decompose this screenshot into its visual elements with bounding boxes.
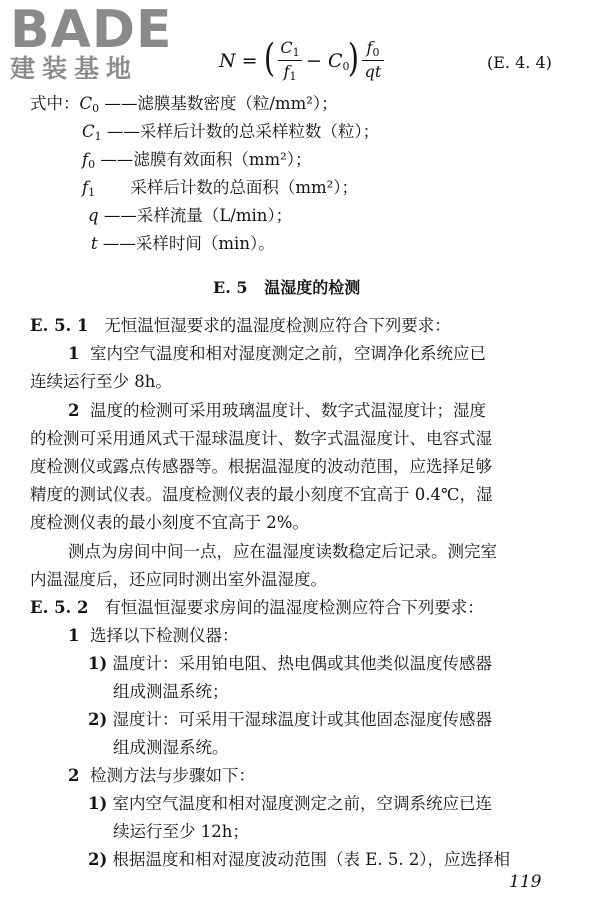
logo-subtitle: 建装基地: [10, 54, 139, 83]
fraction-c1-f1: $C_1$ $f_1$: [278, 38, 302, 63]
equation-number: (E. 4. 4): [487, 53, 552, 72]
clause-line: 2 温度的检测可采用玻璃温度计、数字式温湿度计；湿度: [68, 401, 486, 420]
watermark-logo: [4, 2, 179, 86]
clause-line: 1) 室内空气温度和相对湿度测定之前，空调系统应已连: [88, 794, 493, 813]
clause-line: 精度的测试仪表。温度检测仪表的最小刻度不宜高于 0.4℃，湿: [30, 485, 493, 504]
page-number: 119: [509, 872, 542, 892]
fraction-f0-qt: $f_0$ qt: [362, 38, 384, 63]
formula-paren-right: ): [347, 36, 359, 80]
formula-paren-left: (: [263, 36, 275, 80]
clause-line: 2 检测方法与步骤如下：: [68, 766, 255, 785]
clause-line: 组成测温系统；: [113, 682, 229, 701]
clause-line: 组成测湿系统。: [113, 738, 229, 757]
definition-row: $C_1$ ——采样后计数的总采样粒数（粒）；: [82, 122, 380, 143]
clause-line: 内温湿度后，还应同时测出室外温湿度。: [30, 570, 327, 589]
clause-line: 测点为房间中间一点，应在温湿度读数稳定后记录。测完室: [68, 542, 497, 561]
clause-line: 度检测仪表的最小刻度不宜高于 2%。: [30, 513, 309, 532]
clause-line: E. 5. 2 有恒温恒湿要求房间的温湿度检测应符合下列要求：: [30, 598, 484, 617]
clause-line: 1) 温度计：采用铂电阻、热电偶或其他类似温度传感器: [88, 654, 493, 673]
definition-row: q ——采样流量（L/min）；: [88, 206, 293, 225]
clause-line: 的检测可采用通风式干湿球温度计、数字式温湿度计、电容式湿: [30, 429, 492, 448]
clause-line: 2) 湿度计：可采用干湿球温度计或其他固态湿度传感器: [88, 710, 493, 729]
definition-row: 式中：$C_0$ ——滤膜基数密度（粒/mm²）；: [30, 94, 338, 115]
logo-text: BADE: [10, 0, 173, 60]
formula-minus-c0: − $C_0$: [306, 50, 350, 73]
clause-line: 1 选择以下检测仪器：: [68, 626, 239, 645]
section-heading: E. 5 温湿度的检测: [213, 278, 361, 297]
clause-line: 度检测仪或露点传感器等。根据温湿度的波动范围，应选择足够: [30, 457, 492, 476]
clause-line: E. 5. 1 无恒温恒湿要求的温湿度检测应符合下列要求：: [30, 316, 451, 335]
definition-row: $f_0$ ——滤膜有效面积（mm²）；: [82, 150, 312, 171]
definition-row: t ——采样时间（min）。: [91, 234, 275, 253]
clause-line: 2) 根据温度和相对湿度波动范围（表 E. 5. 2），应选择相: [88, 850, 511, 869]
formula-lhs: N =: [219, 50, 258, 72]
clause-line: 续运行至少 12h；: [113, 822, 249, 841]
clause-line: 连续运行至少 8h。: [30, 372, 172, 391]
clause-line: 1 室内空气温度和相对湿度测定之前，空调净化系统应已: [68, 344, 486, 363]
definition-row: $f_1$ 采样后计数的总面积（mm²）；: [82, 178, 359, 199]
